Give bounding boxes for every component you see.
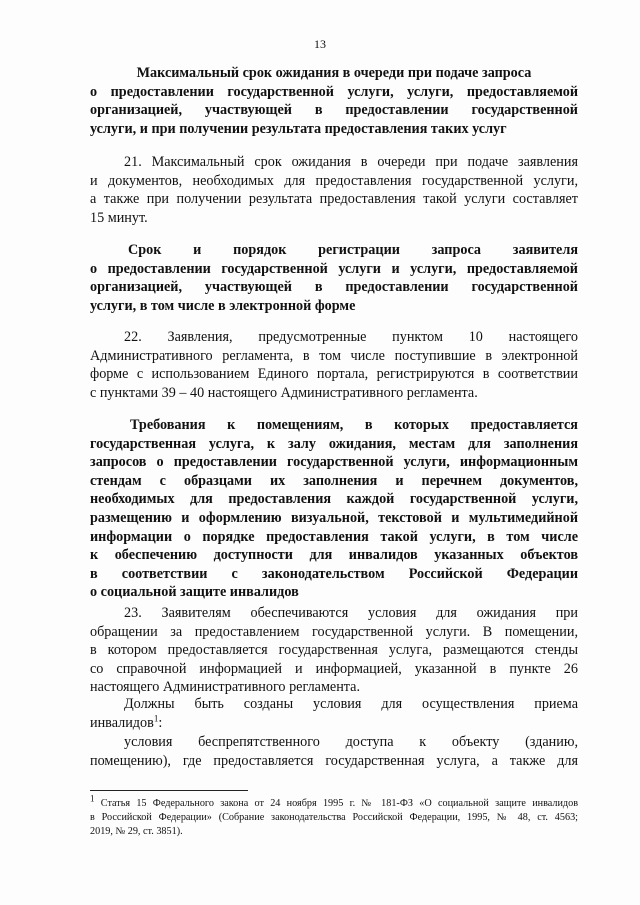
text-line: с пунктами 39 – 40 настоящего Административного регламента. <box>90 384 478 401</box>
heading-registration <box>90 241 578 315</box>
text-line <box>90 714 578 733</box>
text-fragment: : <box>158 714 163 731</box>
text-line: 23. Заявителям обеспечиваются условия для ожидания при <box>124 605 578 621</box>
text-line: 15 минут. <box>90 209 148 226</box>
heading-line: о предоставлении государственной услуги и услуги, предоставляемой <box>90 260 578 277</box>
heading-line: услуги, в том числе в электронной форме <box>90 297 356 314</box>
heading-queue-wait-time <box>90 64 578 138</box>
heading-line: запросов о предоставлении государственной услуги, информационным <box>90 454 578 471</box>
text-line: помещению), где предоставляется государственная услуга, а также для <box>90 752 578 769</box>
heading-line: размещению и оформлению визуальной, текстовой и мультимедийной <box>90 509 578 526</box>
heading-line: стендам с образцами их заполнения и перечнем документов, <box>90 472 578 489</box>
text-line: со справочной информацией и информацией, указанной в пункте 26 <box>90 660 578 677</box>
paragraph-conditions <box>90 695 578 732</box>
footnote <box>90 793 579 838</box>
paragraph-access <box>90 733 578 770</box>
page-number: 13 <box>314 37 326 51</box>
text-line: настоящего Административного регламента. <box>90 679 361 696</box>
text-line: Административного регламента, в том числе поступившие в электронной <box>90 347 578 364</box>
text-line: обращении за предоставлением государственной услуги. В помещении, <box>90 623 578 640</box>
heading-line: информации о порядке предоставления такой услуги, в том числе <box>90 528 578 545</box>
text-line: условия беспрепятственного доступа к объекту (зданию, <box>124 734 578 750</box>
text-line: 21. Максимальный срок ожидания в очереди при подаче заявления <box>124 154 578 170</box>
paragraph-23 <box>90 604 578 697</box>
heading-premises-requirements <box>90 416 578 602</box>
text-line: и документов, необходимых для предоставления государственной услуги, <box>90 172 578 189</box>
heading-line: к обеспечению доступности для инвалидов указанных объектов <box>90 547 578 564</box>
footnote-separator <box>90 790 248 791</box>
footnote-mark: 1 <box>90 793 95 804</box>
heading-line: Требования к помещениям, в которых предоставляется <box>130 417 578 433</box>
heading-line: организацией, участвующей в предоставлении государственной <box>90 102 578 119</box>
paragraph-22 <box>90 328 578 402</box>
heading-line: услуги, и при получении результата предоставления таких услуг <box>90 120 507 137</box>
footnote-reference: 1 <box>153 712 159 723</box>
heading-line: о предоставлении государственной услуги, услуги, предоставляемой <box>90 83 578 100</box>
footnote-line: 2019, № 29, ст. 3851). <box>90 825 183 837</box>
heading-line: о социальной защите инвалидов <box>90 584 299 601</box>
text-line: в котором предоставляется государственная услуга, размещаются стенды <box>90 642 578 659</box>
heading-line: государственная услуга, к залу ожидания, местам для заполнения <box>90 435 578 452</box>
footnote-line: в Российской Федерации» (Собрание законодательства Российской Федерации, 1995, № 48, ст. 4563; <box>90 811 578 823</box>
heading-line: организацией, участвующей в предоставлении государственной <box>90 279 578 296</box>
heading-line: необходимых для предоставления каждой государственной услуги, <box>90 491 578 508</box>
text-line: Должны быть созданы условия для осуществления приема <box>124 696 578 712</box>
footnote-text: Статья 15 Федерального закона от 24 ноября 1995 г. № 181-ФЗ «О социальной защите инвалидов <box>100 798 579 809</box>
heading-line: Срок и порядок регистрации запроса заявителя <box>128 242 578 258</box>
text-line: а также при получении результата предоставления такой услуги составляет <box>90 191 578 208</box>
heading-line: Максимальный срок ожидания в очереди при подаче запроса <box>136 65 532 81</box>
text-line: форме с использованием Единого портала, регистрируются в соответствии <box>90 366 578 383</box>
paragraph-21 <box>90 153 578 227</box>
heading-line: в соответствии с законодательством Российской Федерации <box>90 565 578 582</box>
text-fragment: инвалидов <box>90 714 154 731</box>
text-line: 22. Заявления, предусмотренные пунктом 10 настоящего <box>124 329 578 345</box>
footnote-line <box>90 793 579 811</box>
